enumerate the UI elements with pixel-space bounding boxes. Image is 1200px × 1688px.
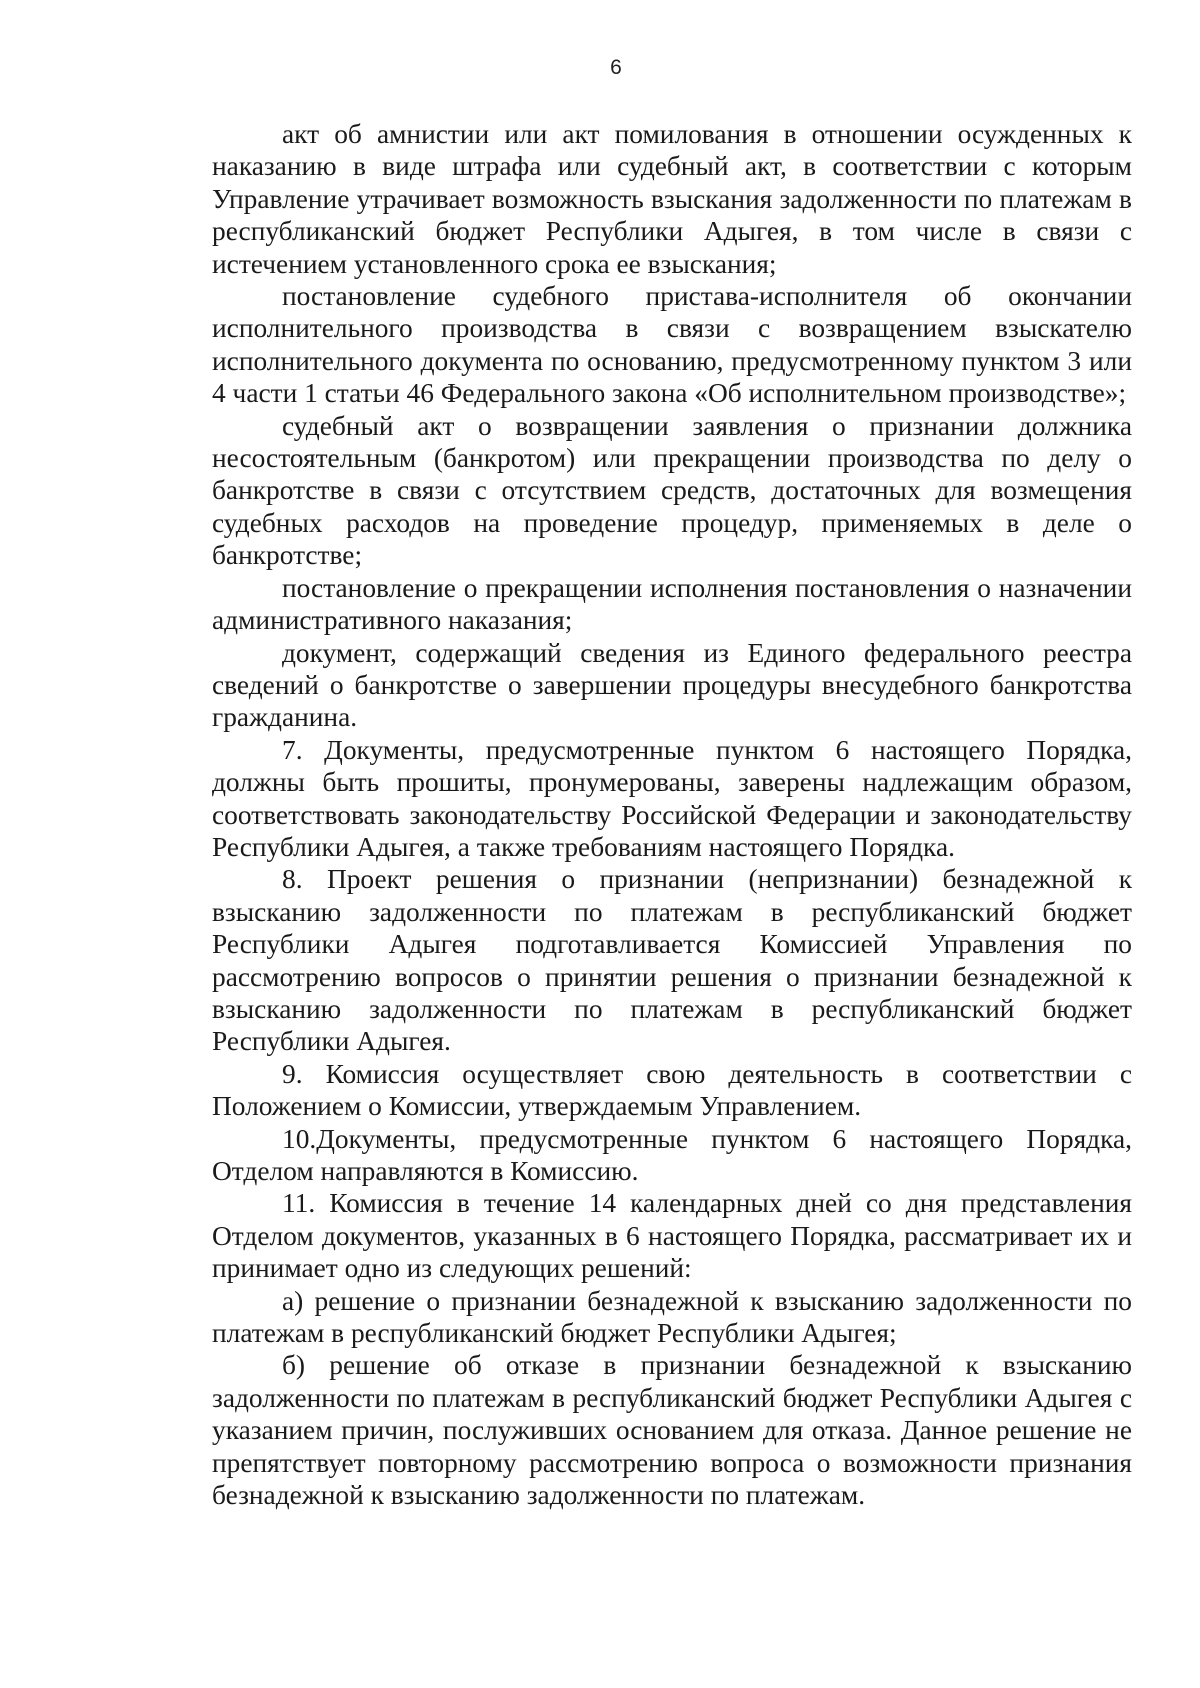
document-body bbox=[212, 118, 1132, 1511]
paragraph-item-10: 10.Документы, предусмотренные пунктом 6 настоящего Порядка, Отделом направляются в Комиссию. bbox=[212, 1123, 1132, 1186]
paragraph-registry-document: документ, содержащий сведения из Единого федерального реестра сведений о банкротстве о завершении процедуры внесудебного банкротства гражданина. bbox=[212, 637, 1132, 733]
paragraph-item-9: 9. Комиссия осуществляет свою деятельность в соответствии с Положением о Комиссии, утверждаемым Управлением. bbox=[212, 1058, 1132, 1122]
page-number: 6 bbox=[610, 56, 622, 79]
paragraph-item-11-a: а) решение о признании безнадежной к взысканию задолженности по платежам в республиканский бюджет Республики Адыгея; bbox=[212, 1285, 1132, 1349]
paragraph-bailiff-resolution: постановление судебного пристава-исполнителя об окончании исполнительного производства в связи с возвращением взыскателю исполнительного документа по основанию, предусмотренному пунктом 3 или 4 части 1 статьи 46 Федерального закона «Об исполнительном производстве»; bbox=[212, 281, 1132, 409]
paragraph-bankruptcy-court-act: судебный акт о возвращении заявления о признании должника несостоятельным (банкротом) или прекращении производства по делу о банкротстве в связи с отсутствием средств, достаточных для возмещения судебных расходов на проведение процедур, применяемых в деле о банкротстве; bbox=[212, 410, 1132, 571]
paragraph-termination-resolution: постановление о прекращении исполнения постановления о назначении административного наказания; bbox=[212, 572, 1132, 636]
paragraph-item-11: 11. Комиссия в течение 14 календарных дней со дня представления Отделом документов, указанных в 6 настоящего Порядка, рассматривает их и принимает одно из следующих решений: bbox=[212, 1188, 1132, 1284]
paragraph-item-7: 7. Документы, предусмотренные пунктом 6 настоящего Порядка, должны быть прошиты, пронумерованы, заверены надлежащим образом, соответствовать законодательству Российской Федерации и законодательству Республики Адыгея, а также требованиям настоящего Порядка. bbox=[212, 734, 1132, 862]
paragraph-item-8: 8. Проект решения о признании (непризнании) безнадежной к взысканию задолженности по платежам в республиканский бюджет Республики Адыгея подготавливается Комиссией Управления по рассмотрению вопросов о принятии решения о признании безнадежной к взысканию задолженности по платежам в республиканский бюджет Республики Адыгея. bbox=[212, 864, 1132, 1057]
paragraph-item-11-b: б) решение об отказе в признании безнадежной к взысканию задолженности по платежам в республиканский бюджет Республики Адыгея с указанием причин, послуживших основанием для отказа. Данное решение не препятствует повторному рассмотрению вопроса о возможности признания безнадежной к взысканию задолженности по платежам. bbox=[212, 1350, 1132, 1511]
paragraph-amnesty-act: акт об амнистии или акт помилования в отношении осужденных к наказанию в виде штрафа или судебный акт, в соответствии с которым Управление утрачивает возможность взыскания задолженности по платежам в республиканский бюджет Республики Адыгея, в том числе в связи с истечением установленного срока ее взыскания; bbox=[212, 119, 1132, 279]
